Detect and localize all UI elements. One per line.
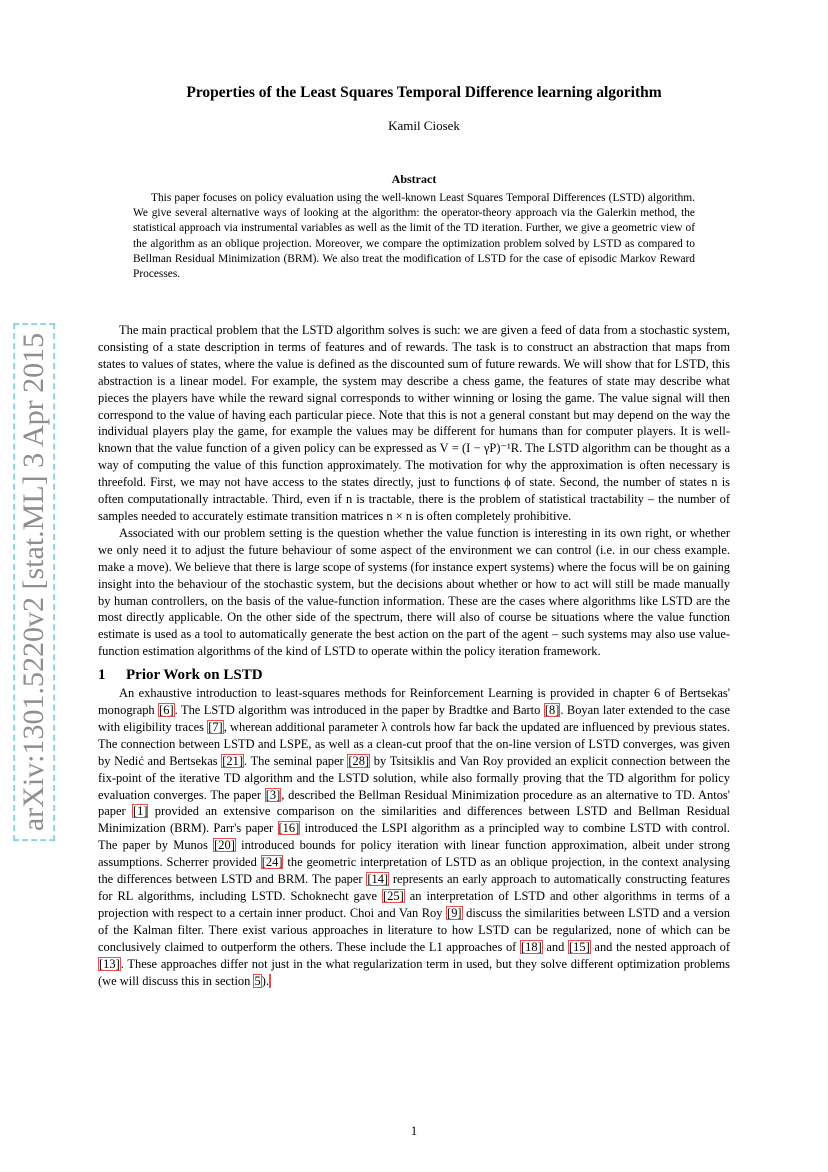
abstract-text: This paper focuses on policy evaluation using the well-known Least Squares Temporal Differences (LSTD) algorithm. We give several alternative ways of looking at the algorithm: the operator-theory approach via the Galerkin method, the statistical approach via instrumental variables as well as the limit of the TD iteration. Further, we give a geometric view of the algorithm as an oblique projection. Moreover, we compare the optimization problem solved by LSTD as compared to Bellman Residual Minimization (BRM). We also treat the modification of LSTD for the case of episodic Markov Reward Processes.	[133, 192, 695, 281]
citation-link[interactable]: [6]	[159, 703, 174, 718]
citation-link[interactable]: [7]	[208, 719, 223, 734]
page-number: 1	[410, 1124, 418, 1138]
citation-link[interactable]: [15]	[569, 939, 590, 954]
text-segment: , wherean additional parameter λ controls how far back the updated are influenced by previous states. The connection between LSTD and LSPE, as well as a clean-cut proof that the on-line version of LSTD converges, was given by Nedić and Bertsekas	[98, 719, 730, 768]
intro-paragraph-2: Associated with our problem setting is the question whether the value function is interesting in its own right, or whether we only need it to adjust the future behaviour of some aspect of the environment we can control (i.e. in our chess example. make a move). We believe that there is large scope of systems (for instance expert systems) where the focus will be on gaining insight into the behaviour of the stochastic system, but the decisions about whether or how to act will still be made manually by human controllers, on the basis of the value-function information. These are the cases where algorithms like LSTD are the most directly applicable. On the other side of the spectrum, there will also of course be situations where the value function estimate is used as a tool to automatically generate the best action on the part of the agent – such systems may also use value-function estimation algorithms of the kind of LSTD to operate within the policy iteration framework.	[98, 525, 730, 659]
section-link[interactable]	[269, 974, 271, 988]
text-segment: . These approaches differ not just in the what regularization term in used, but they solve different optimization problems (we will discuss this in section	[98, 956, 730, 988]
citation-link[interactable]: [21]	[222, 753, 243, 768]
arxiv-sidebar	[12, 330, 56, 834]
citation-link[interactable]: 5	[254, 973, 261, 988]
text-segment: by Tsitsiklis and Van Roy provided an explicit connection between the fix-point of the iterative TD algorithm and the LSTD solution, while also formally proving that the TD algorithm for policy evaluation converges. The paper	[98, 753, 731, 802]
section-heading	[98, 666, 730, 685]
prior-work-paragraph	[98, 685, 730, 989]
text-segment: . The LSTD algorithm was introduced in the paper by Bradtke and Barto	[174, 703, 544, 718]
abstract-heading: Abstract	[391, 172, 437, 186]
citation-link[interactable]: [24]	[261, 855, 283, 870]
text-segment: the geometric interpretation of LSTD as an oblique projection, in the context analysing the differences between LSTD and BRM. The paper	[98, 855, 730, 887]
paper-author: Kamil Ciosek	[388, 118, 460, 133]
citation-link[interactable]: [25]	[383, 889, 404, 903]
text-segment: introduced bounds for policy iteration with linear function approximation, albeit under strong assumptions. Scherrer provided	[98, 838, 730, 870]
citation-link[interactable]: [8]	[544, 703, 560, 718]
text-segment: represents an early approach to automatically constructing features for RL algorithms, including LSTD. Schoknecht gave	[98, 872, 730, 903]
text-segment: . The seminal paper	[244, 753, 348, 768]
paper-title: Properties of the Least Squares Temporal Difference learning algorithm	[186, 84, 662, 101]
text-segment: An exhaustive introduction to least-squares methods for Reinforcement Learning is provided in chapter 6 of Bertsekas' monograph	[98, 686, 730, 718]
citation-link[interactable]: [20]	[214, 838, 235, 853]
citation-link[interactable]: [28]	[348, 753, 370, 768]
text-segment: an interpretation of LSTD and other algorithms in terms of a projection with respect to a certain inner product. Choi and Van Roy	[98, 889, 730, 920]
text-segment: and the nested approach of	[590, 939, 730, 954]
text-segment: provided an extensive comparison on the similarities and differences between LSTD and Bellman Residual Minimization (BRM). Parr's paper	[98, 804, 730, 836]
text-segment: introduced the LSPI algorithm as a principled way to combine LSTD with control. The paper by Munos	[98, 821, 730, 853]
paper-body	[98, 322, 730, 989]
arxiv-identifier[interactable]: arXiv:1301.5220v2 [stat.ML] 3 Apr 2015	[13, 323, 55, 841]
citation-link[interactable]: [9]	[447, 905, 462, 920]
text-segment: , described the Bellman Residual Minimization procedure as an alternative to TD. Antos' paper	[98, 787, 731, 819]
section-number: 1	[98, 667, 106, 684]
citation-link[interactable]: [14]	[367, 872, 389, 887]
text-segment: . Boyan later extended to the case with eligibility traces	[98, 703, 730, 734]
text-segment: discuss the similarities between LSTD and a version of the Kalman filter. There exist various approaches in literature to how LSTD can be regularized, none of which can be conclusively claimed to outperform the others. These include the L1 approaches of	[98, 905, 730, 954]
citation-link[interactable]: [1]	[132, 804, 148, 819]
section-title: Prior Work on LSTD	[126, 667, 263, 684]
citation-link[interactable]: [18]	[520, 939, 542, 954]
citation-link[interactable]: [13]	[99, 956, 120, 971]
text-segment: ).	[261, 973, 269, 988]
citation-link[interactable]: [16]	[278, 821, 300, 836]
citation-link[interactable]: [3]	[265, 787, 281, 802]
text-segment: and	[542, 939, 569, 954]
intro-paragraph-1: The main practical problem that the LSTD algorithm solves is such: we are given a feed of data from a stochastic system, consisting of a state description in terms of features and of rewards. The task is to construct an abstraction that maps from states to values of states, where the value is defined as the discounted sum of future rewards. We will show that for LSTD, this abstraction is a linear model. For example, the system may describe a chess game, the features of state may describe what pieces the players have while the reward signal corresponds to wither winning or losing the game. The value signal will then correspond to the value of having each particular piece. Note that this is not a general constant but may depend on the way the individual players play the game, for example the values may be different for humans than for computer players. It is well-known that the value function of a given policy can be expressed as V = (I − γP)⁻¹R. The LSTD algorithm can be thought as a way of computing the value of this function approximately. The motivation for why the approximation is often necessary is threefold. First, we may not have access to the states directly, just to functions ϕ of state. Second, the number of states n is often computationally intractable. Third, even if n is tractable, there is the problem of statistical tractability – the number of samples needed to accurately estimate transition matrices n × n is often completely prohibitive.	[98, 323, 730, 523]
